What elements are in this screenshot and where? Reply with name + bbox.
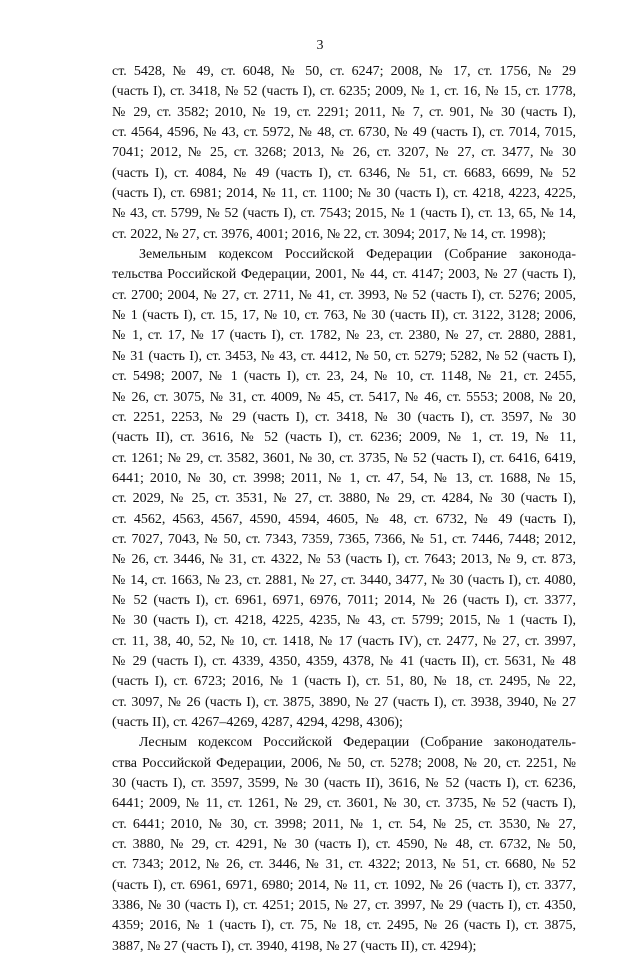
text-line: № 30 (часть I), ст. 4218, 4225, 4235, № 43, ст. 5799; 2015, № 1 (часть I), (112, 613, 576, 629)
text-line: ст. 7343; 2012, № 26, ст. 3446, № 31, ст. 4322; 2013, № 51, ст. 6680, № 52 (112, 857, 576, 873)
text-line: ст. 6441; 2010, № 30, ст. 3998; 2011, № 1, ст. 54, № 25, ст. 3530, № 27, (112, 816, 576, 832)
text-line: 4359; 2016, № 1 (часть I), ст. 75, № 18, ст. 2495, № 26 (часть I), ст. 3875, (112, 918, 576, 934)
paragraph-forest-code (112, 733, 576, 957)
text-line: 6441; 2010, № 30, ст. 3998; 2011, № 1, ст. 47, 54, № 13, ст. 1688, № 15, (112, 470, 576, 486)
text-line: № 52 (часть I), ст. 6961, 6971, 6976, 7011; 2014, № 26 (часть I), ст. 3377, (112, 592, 576, 608)
text-line: ст. 5428, № 49, ст. 6048, № 50, ст. 6247; 2008, № 17, ст. 1756, № 29 (112, 64, 576, 79)
text-line: № 31 (часть I), ст. 3453, № 43, ст. 4412, № 50, ст. 5279; 5282, № 52 (часть I), (112, 348, 576, 364)
text-line: ст. 4564, 4596, № 43, ст. 5972, № 48, ст. 6730, № 49 (часть I), ст. 7014, 7015, (112, 125, 576, 141)
text-line: ст. 5498; 2007, № 1 (часть I), ст. 23, 24, № 10, ст. 1148, № 21, ст. 2455, (112, 369, 576, 385)
text-line: ст. 1261; № 29, ст. 3582, 3601, № 30, ст. 3735, № 52 (часть I), ст. 6416, 6419, (112, 450, 576, 466)
text-line: ст. 4562, 4563, 4567, 4590, 4594, 4605, № 48, ст. 6732, № 49 (часть I), (112, 511, 576, 527)
paragraph-land-code (112, 245, 576, 733)
text-line: 7041; 2012, № 25, ст. 3268; 2013, № 26, ст. 3207, № 27, ст. 3477, № 30 (112, 145, 576, 161)
text-line: (часть I), ст. 6961, 6971, 6980; 2014, № 11, ст. 1092, № 26 (часть I), ст. 3377, (112, 877, 576, 893)
text-line: ст. 2022, № 27, ст. 3976, 4001; 2016, № 22, ст. 3094; 2017, № 14, ст. 1998); (112, 226, 547, 242)
text-line: 30 (часть I), ст. 3597, 3599, № 30 (часть II), 3616, № 52 (часть I), ст. 6236, (112, 776, 576, 792)
text-line: 6441; 2009, № 11, ст. 1261, № 29, ст. 3601, № 30, ст. 3735, № 52 (часть I), (112, 796, 576, 812)
text-line: Лесным кодексом Российской Федерации (Собрание законодатель- (139, 735, 576, 751)
text-line: (часть II), ст. 4267–4269, 4287, 4294, 4298, 4306); (112, 715, 403, 730)
text-line: (часть II), ст. 3616, № 52 (часть I), ст. 6236; 2009, № 1, ст. 19, № 11, (112, 430, 576, 446)
text-line: (часть I), ст. 4084, № 49 (часть I), ст. 6346, № 51, ст. 6683, 6699, № 52 (112, 165, 576, 181)
page-number: 3 (316, 38, 324, 53)
text-line: № 14, ст. 1663, № 23, ст. 2881, № 27, ст. 3440, 3477, № 30 (часть I), ст. 4080, (112, 572, 576, 588)
text-line: ст. 2700; 2004, № 27, ст. 2711, № 41, ст. 3993, № 52 (часть I), ст. 5276; 2005, (112, 287, 576, 303)
text-line: тельства Российской Федерации, 2001, № 44, ст. 4147; 2003, № 27 (часть I), (112, 267, 576, 283)
text-line: ства Российской Федерации, 2006, № 50, ст. 5278; 2008, № 20, ст. 2251, № (112, 755, 576, 771)
text-line: № 26, ст. 3446, № 31, ст. 4322, № 53 (часть I), ст. 7643; 2013, № 9, ст. 873, (112, 552, 576, 568)
text-line: ст. 3880, № 29, ст. 4291, № 30 (часть I), ст. 4590, № 48, ст. 6732, № 50, (112, 837, 576, 853)
text-line: № 26, ст. 3075, № 31, ст. 4009, № 45, ст. 5417, № 46, ст. 5553; 2008, № 20, (112, 389, 576, 405)
text-line: ст. 2029, № 25, ст. 3531, № 27, ст. 3880, № 29, ст. 4284, № 30 (часть I), (112, 491, 576, 507)
text-line: № 1, ст. 17, № 17 (часть I), ст. 1782, № 23, ст. 2380, № 27, ст. 2880, 2881, (112, 328, 576, 344)
text-line: № 29 (часть I), ст. 4339, 4350, 4359, 4378, № 41 (часть II), ст. 5631, № 48 (112, 653, 576, 669)
text-line: № 29, ст. 3582; 2010, № 19, ст. 2291; 2011, № 7, ст. 901, № 30 (часть I), (112, 104, 576, 120)
text-line: 3887, № 27 (часть I), ст. 3940, 4198, № 27 (часть II), ст. 4294); (112, 938, 477, 954)
text-line: ст. 3097, № 26 (часть I), ст. 3875, 3890, № 27 (часть I), ст. 3938, 3940, № 27 (112, 694, 576, 710)
text-line: № 1 (часть I), ст. 15, 17, № 10, ст. 763, № 30 (часть II), ст. 3122, 3128; 2006, (112, 308, 576, 324)
text-line: (часть I), ст. 3418, № 52 (часть I), ст. 6235; 2009, № 1, ст. 16, № 15, ст. 1778, (112, 84, 576, 100)
document-body (112, 62, 576, 957)
text-line: № 43, ст. 5799, № 52 (часть I), ст. 7543; 2015, № 1 (часть I), ст. 13, 65, № 14, (112, 206, 576, 222)
text-line: 3386, № 30 (часть I), ст. 4251; 2015, № 27, ст. 3997, № 29 (часть I), ст. 4350, (112, 898, 576, 914)
text-line: (часть I), ст. 6981; 2014, № 11, ст. 1100; № 30 (часть I), ст. 4218, 4223, 4225, (112, 186, 576, 202)
text-line: ст. 11, 38, 40, 52, № 10, ст. 1418, № 17 (часть IV), ст. 2477, № 27, ст. 3997, (112, 633, 576, 649)
text-line: (часть I), ст. 6723; 2016, № 1 (часть I), ст. 51, 80, № 18, ст. 2495, № 22, (112, 674, 576, 690)
text-line: Земельным кодексом Российской Федерации (Собрание законода- (139, 247, 576, 263)
paragraph-citations-continued (112, 62, 576, 245)
text-line: ст. 2251, 2253, № 29 (часть I), ст. 3418, № 30 (часть I), ст. 3597, № 30 (112, 409, 576, 425)
text-line: ст. 7027, 7043, № 50, ст. 7343, 7359, 7365, 7366, № 51, ст. 7446, 7448; 2012, (112, 531, 576, 547)
